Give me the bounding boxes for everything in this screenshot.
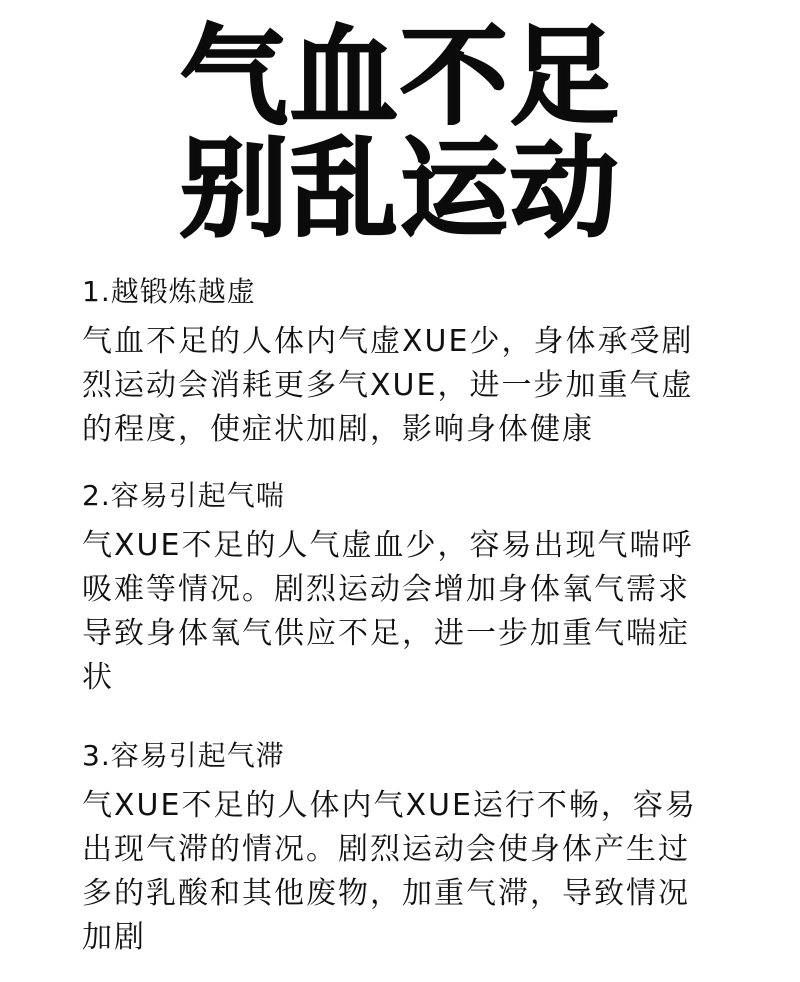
title-line-1: 气血不足	[179, 15, 620, 140]
content-area	[82, 270, 718, 982]
section-heading: 3.容易引起气滞	[82, 739, 285, 772]
section-body: 气XUE不足的人体内气XUE运行不畅，容易出现气滞的情况。剧烈运动会使身体产生过多的乳酸和其他废物，加重气滞，导致情况加剧	[82, 788, 697, 955]
section-heading: 2.容易引起气喘	[82, 479, 285, 512]
page-title	[0, 15, 800, 252]
section-2	[82, 474, 718, 700]
section-body: 气XUE不足的人气虚血少，容易出现气喘呼吸难等情况。剧烈运动会增加身体氧气需求导致身体氧气供应不足，进一步加重气喘症状	[82, 528, 694, 695]
section-3	[82, 734, 718, 960]
section-1	[82, 270, 718, 452]
section-body: 气血不足的人体内气虚XUE少，身体承受剧烈运动会消耗更多气XUE，进一步加重气虚的程度，使症状加剧，影响身体健康	[82, 324, 694, 447]
title-line-2: 别乱运动	[179, 127, 620, 252]
section-heading: 1.越锻炼越虚	[82, 275, 256, 308]
